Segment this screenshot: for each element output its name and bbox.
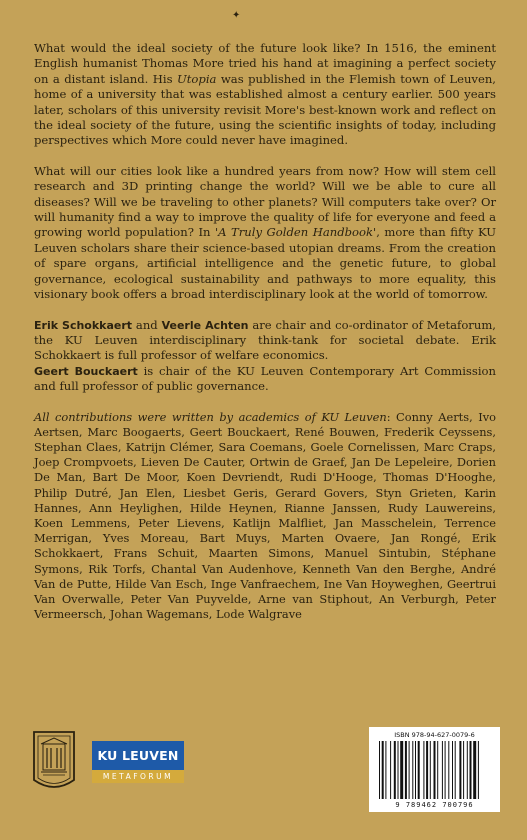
- barcode-bars-icon: [379, 741, 490, 799]
- contributors-intro: All contributions were written by academics of KU Leuven: [34, 409, 387, 424]
- logo-metaforum: METAFORUM: [92, 770, 184, 783]
- utopia-title: Utopia: [176, 71, 217, 86]
- questions-paragraph: What will our cities look like a hundred years from now? How will stem cell research and 3D printing change the world? Will we be able to cure all diseases? Will we be traveling to other planets? Will computers take over? Or will humanity find a way to improve the quality of life for everyone and feed a growing world population? In 'A Truly Golden Handbook', more than fifty KU Leuven scholars share their science-based utopian dreams. From the creation of spare organs, artificial intelligence and the genetic future, to global governance, ecological sustainability and pathways to more equality, this visionary book offers a broad interdisciplinary look at the world of tomorrow.: [34, 163, 496, 302]
- intro-paragraph: What would the ideal society of the future look like? In 1516, the eminent English humanist Thomas More tried his hand at imagining a perfect society on a distant island. His Utopia was published in the Flemish town of Leuven, home of a university that was established almost a century earlier. 500 years later, scholars of this university revisit More's best-known work and reflect on the ideal society of the future, using the scientific insights of today, including perspectives which More could never have imagined.: [34, 41, 496, 148]
- editor-name: Geert Bouckaert: [34, 364, 138, 378]
- isbn-barcode: [369, 727, 500, 812]
- isbn-digits: 9 789462 700796: [395, 801, 474, 809]
- isbn-label: ISBN 978-94-627-0079-6: [394, 731, 475, 739]
- editors-paragraph: Erik Schokkaert and Veerle Achten are chair and co-ordinator of Metaforum, the KU Leuven interdisciplinary think-tank for societal debate. Erik Schokkaert is full professor of welfare economics.: [34, 317, 496, 363]
- top-ornament: ✦: [232, 10, 241, 21]
- logo-ku-leuven: KU LEUVEN: [92, 741, 184, 770]
- editor-bouckaert-paragraph: Geert Bouckaert is chair of the KU Leuven Contemporary Art Commission and full professor of public governance.: [34, 363, 496, 394]
- editor-name: Veerle Achten: [161, 318, 249, 332]
- university-seal-icon: [31, 730, 77, 794]
- contributors-paragraph: [34, 410, 496, 623]
- book-title: 'A Truly Golden Handbook': [214, 225, 377, 240]
- ku-leuven-metaforum-logo: [92, 741, 184, 785]
- blurb-text: [34, 41, 496, 637]
- contributors-list: : Conny Aerts, Ivo Aertsen, Marc Boogaerts, Geert Bouckaert, René Bouwen, Frederik Ceyssens, Stephan Claes, Katrijn Clémer, Sara Coemans, Goele Cornelissen, Marc Craps, Joep Crompvoets, Lieven De Cauter, Ortwin de Graef, Jan De Lepeleire, Dorien De Man, Bart De Moor, Koen Devriendt, Rudi D'Hooge, Thomas D'Hooghe, Philip Dutré, Jan Elen, Liesbet Geris, Gerard Govers, Styn Grieten, Karin Hannes, Ann Heylighen, Hilde Heynen, Rianne Janssen, Rudy Lauwereins, Koen Lemmens, Peter Lievens, Katlijn Malfliet, Jan Masschelein, Terrence Merrigan, Yves Moreau, Bart Muys, Marten Ovaere, Jan Rongé, Erik Schokkaert, Frans Schuit, Maarten Simons, Manuel Sintubin, Stéphane Symons, Rik Torfs, Chantal Van Audenhove, Kenneth Van den Berghe, André Van de Putte, Hilde Van Esch, Inge Vanfraechem, Ine Van Hoyweghen, Geertrui Van Overwalle, Peter Van Puyvelde, Arne van Stiphout, An Verburgh, Peter Vermeersch, Johan Wagemans, Lode Walgrave: [34, 409, 496, 622]
- editor-name: Erik Schokkaert: [34, 318, 133, 332]
